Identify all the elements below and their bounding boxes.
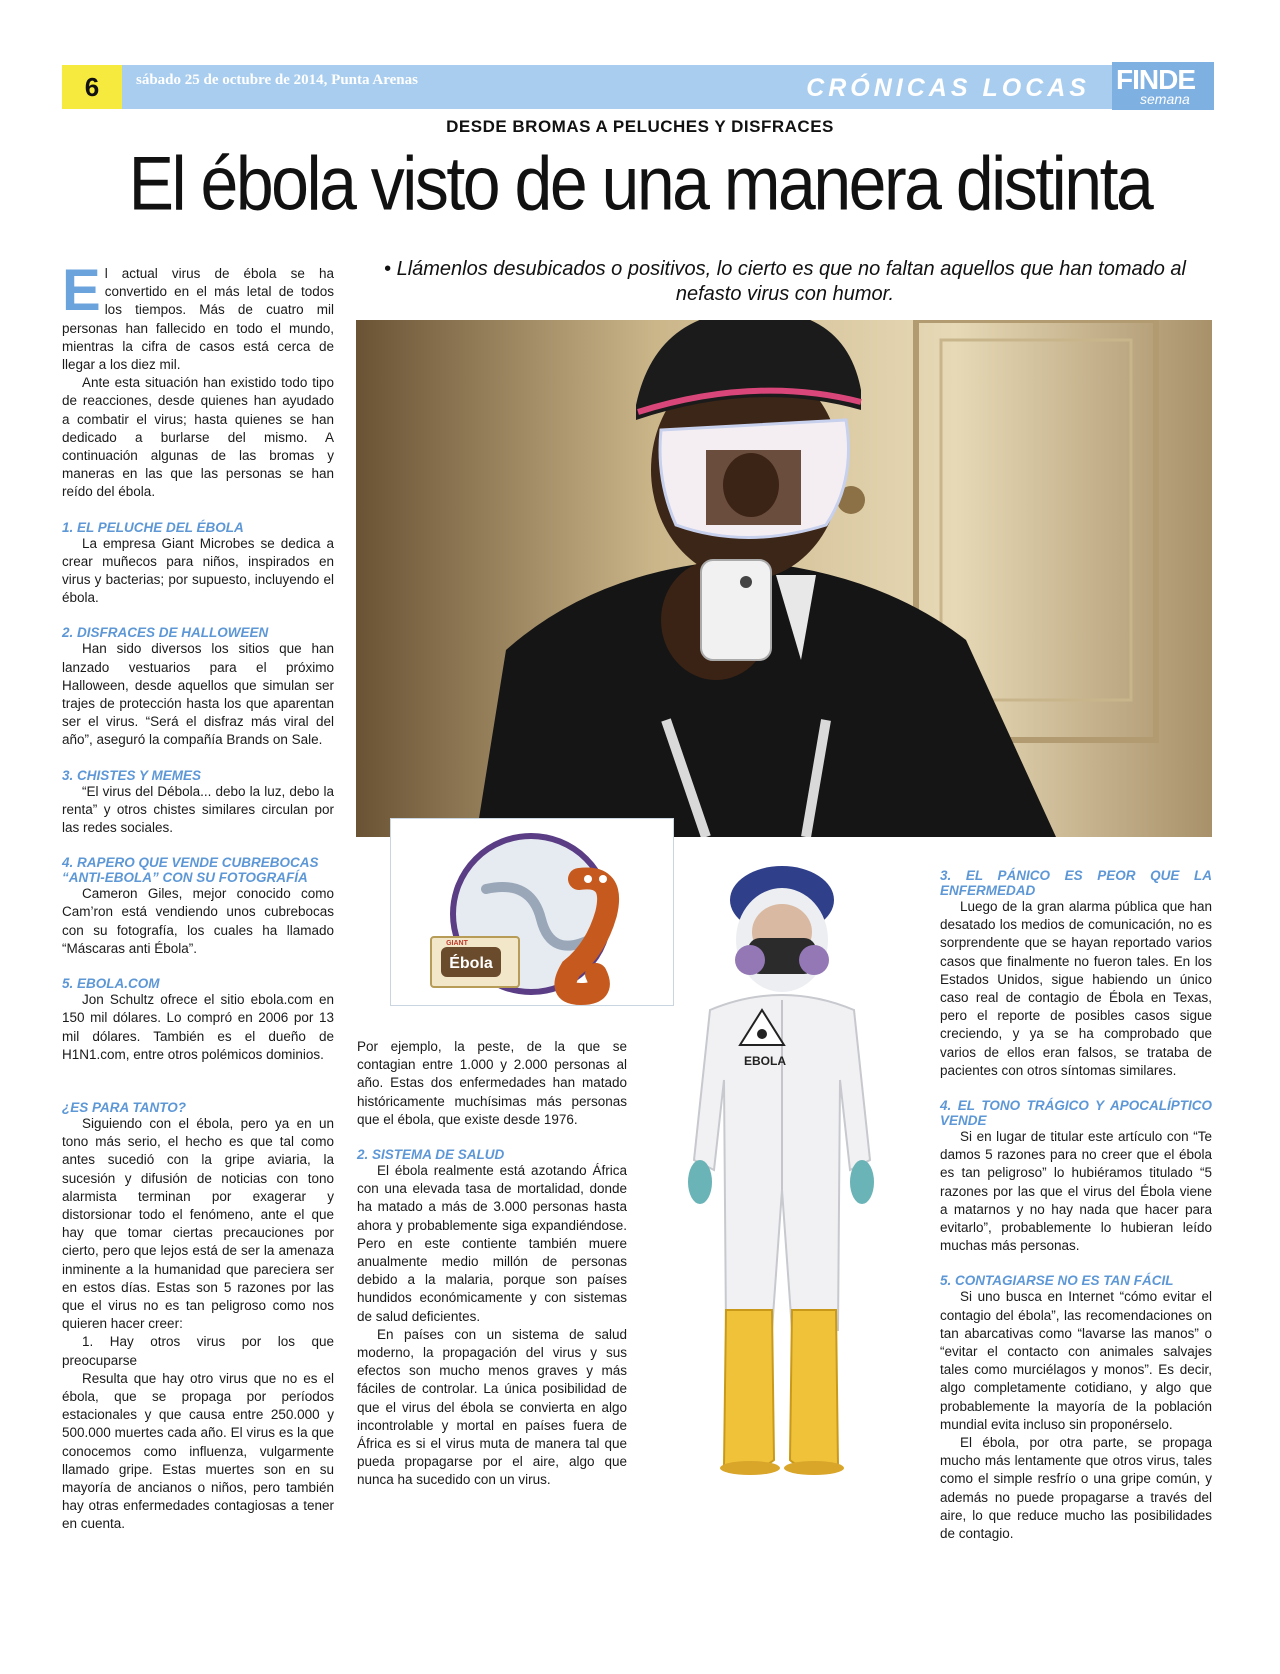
paragraph: Resulta que hay otro virus que no es el ébola, que se propaga por períodos estacionales y que causa entre 250.000 y 500.000 muertes cada año. El virus es la que conocemos como influenza, vulgarmente llamado gripe. Estas muertes son en su mayoría de ancianos o niños, pero también hay otras enfermedades contagiosas a tener en cuenta.	[62, 1370, 334, 1532]
list-item: 1. Hay otros virus por los que preocuparse	[62, 1334, 334, 1368]
logo-sub: semana	[1140, 91, 1190, 107]
plush-box-label: Ébola	[449, 955, 493, 972]
paragraph: Siguiendo con el ébola, pero ya en un tono más serio, el hecho es que tal como antes sucedió con la gripe aviaria, la sucesión y difusión de noticias con tono alarmista terminan por exagerar y distorsionar todo el fenómeno, ante el que hay que tomar ciertas precauciones por cierto, pero que lejos está de ser la amenaza inminente a la humanidad que pareciera ser en estos días. Estas son 5 razones por las que el virus no es tan peligroso como nos quieren hacer creer:	[62, 1115, 334, 1332]
column-2	[357, 1038, 627, 1490]
subhead: 3. CHISTES Y MEMES	[62, 767, 202, 783]
paragraph: El ébola realmente está azotando África con una elevada tasa de mortalidad, donde ha matado a más de 3.000 personas hasta ahora y probablemente siga expandiéndose. Pero en este contiente también muere anualmente medio millón de personas debido a la malaria, porque son países hundidos económicamente y con sistemas de salud deficientes.	[357, 1163, 627, 1324]
subhead: 2. SISTEMA DE SALUD	[357, 1147, 505, 1163]
subhead: 5. CONTAGIARSE NO ES TAN FÁCIL	[940, 1273, 1174, 1289]
paragraph: Cameron Giles, mejor conocido como Cam’ron está vendiendo unos cubrebocas con su fotografía, los cuales ha llamado “Máscaras anti Ébola”.	[62, 886, 334, 956]
paragraph: En países con un sistema de salud moderno, la propagación del virus y sus efectos son mucho menos graves y más fáciles de controlar. La única posibilidad de que el virus del ébola se convierta en algo incontrolable y mortal en países fuera de África es si el virus muta de manera tal que pueda propagarse por el aire, algo que nunca ha sucedido con un virus.	[357, 1326, 627, 1488]
paragraph: Jon Schultz ofrece el sitio ebola.com en 150 mil dólares. Lo compró en 2006 por 13 mil dólares. También es el dueño de H1N1.com, entre otros polémicos dominios.	[62, 992, 334, 1062]
plush-illustration	[391, 819, 673, 1005]
paragraph: El ébola, por otra parte, se propaga mucho más lentamente que otros virus, tales como el simple resfrío o una gripe común, y además no puede propagarse a través del aire, lo que reduce mucho las posibilidades de contagio.	[940, 1435, 1212, 1542]
paragraph: Por ejemplo, la peste, de la que se contagian entre 1.000 y 2.000 personas al año. Estas dos enfermedades han matado históricamente muchísimas más personas que el ébola, que existe desde 1976.	[357, 1039, 627, 1127]
dropcap: E	[62, 258, 101, 323]
subhead: 2. DISFRACES DE HALLOWEEN	[62, 625, 269, 641]
subhead: 3. EL PÁNICO ES PEOR QUE LA ENFERMEDAD	[940, 868, 1212, 898]
paragraph: Si uno busca en Internet “cómo evitar el contagio del ébola”, las recomendaciones on tan abarcativas como “lavarse las manos” o “evitar el contacto con animales salvajes tales como murciélagos y monos”. Es decir, algo completamente cotidiano, y algo que probablemente la mayoría de la población mundial evita incluso sin proponérselo.	[940, 1289, 1212, 1432]
plush-brand: GIANT	[446, 940, 468, 947]
paragraph: Ante esta situación han existido todo tipo de reacciones, desde quienes han ayudado a combatir el virus; hasta quienes se han dedicado a burlarse del mismo. A continuación algunas de las bromas y maneras en las que las personas se han reído del ébola.	[62, 375, 334, 500]
photo-illustration	[356, 320, 1212, 837]
intro-text: l actual virus de ébola se ha convertido en el más letal de todos los tiempos. Más de cuatro mil personas han fallecido en todo el mundo, mientras la cifra de casos está cerca de llegar a los diez mil.	[62, 266, 334, 373]
paragraph: La empresa Giant Microbes se dedica a crear muñecos para niños, inspirados en virus y bacterias; por supuesto, incluyendo el ébola.	[62, 535, 334, 606]
photo-ebola-plush	[390, 818, 674, 1006]
date-line: sábado 25 de octubre de 2014, Punta Arenas	[136, 72, 418, 88]
logo-main: FINDE	[1116, 64, 1195, 95]
paragraph: Si en lugar de titular este artículo con “Te damos 5 razones para no creer que el ébola es tan peligroso” lo hubiéramos titulado “5 razones por las que el virus del Ébola viene a matarnos y no hay nada que hacer para evitarlo”, probablemente lo hubieran leído muchas más personas.	[940, 1129, 1212, 1254]
deck: • Llámenlos desubicados o positivos, lo cierto es que no faltan aquellos que han tomado al nefasto virus con humor.	[384, 258, 1186, 305]
subhead: 4. RAPERO QUE VENDE CUBREBOCAS	[62, 855, 319, 871]
page-number: 6	[62, 65, 122, 109]
subhead: “ANTI-EBOLA” CON SU FOTOGRAFÍA	[62, 870, 308, 886]
finde-logo	[1112, 62, 1214, 110]
subhead: ¿ES PARA TANTO?	[62, 1099, 186, 1115]
paragraph: Han sido diversos los sitios que han lanzado vestuarios para el próximo Halloween, desde aquellos que simulan ser trajes de protección hasta los que aparentan ser el virus. “Será el disfraz más viral del año”, aseguró la compañía Brands on Sale.	[62, 641, 334, 748]
intro-paragraph	[62, 258, 334, 374]
section-title: CRÓNICAS LOCAS	[806, 74, 1090, 102]
photo-man-with-mask	[356, 320, 1212, 837]
paragraph: “El virus del Débola... debo la luz, debo la renta” y otros chistes similares circulan por las redes sociales.	[62, 783, 334, 836]
headline: El ébola visto de una manera distinta	[128, 141, 1152, 227]
hood-label: EBOLA	[744, 1054, 786, 1068]
kicker: DESDE BROMAS A PELUCHES Y DISFRACES	[446, 117, 834, 136]
photo-hazmat-costume	[640, 860, 925, 1500]
column-3	[940, 868, 1212, 1543]
hazmat-illustration	[640, 860, 925, 1500]
paragraph: Luego de la gran alarma pública que han desatado los medios de comunicación, no es sorprendente que se hayan reportado varios casos que finalmente no fueron tales. En los Estados Unidos, sigue habiendo un único caso real de contagio de Ébola en Texas, pero el reporte de posibles casos sigue creciendo, y ya se ha comprobado que varios de ellos eran falsos, se trataba de pacientes con otros síntomas similares.	[940, 899, 1212, 1078]
subhead: 5. EBOLA.COM	[62, 976, 160, 992]
subhead: 4. EL TONO TRÁGICO Y APOCALÍPTICO VENDE	[940, 1098, 1212, 1129]
subhead: 1. EL PELUCHE DEL ÉBOLA	[62, 519, 244, 535]
column-1	[62, 258, 334, 1534]
